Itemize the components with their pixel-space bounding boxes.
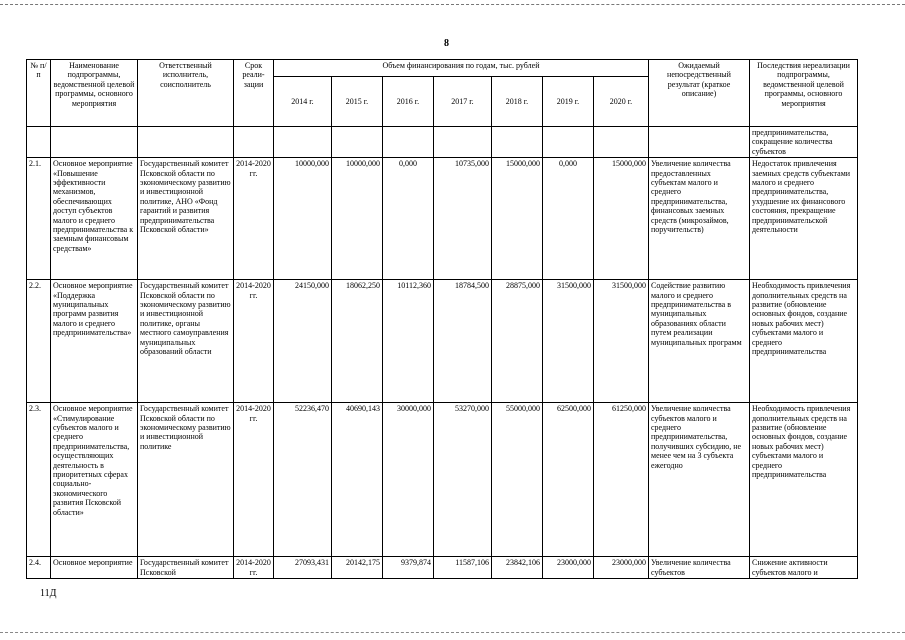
header-year: 2020 г. <box>594 77 649 127</box>
row-name: Основное мероприятие «Повышение эффективности механизмов, обеспечивающих доступ субъектов малого и среднего предпринимательства к заемным финансовым средствам» <box>51 158 138 280</box>
continuation-consequences: предпринимательства, сокращение количества субъектов <box>750 127 858 158</box>
row-value: 55000,000 <box>492 403 543 557</box>
document-code: 11Д <box>40 588 57 599</box>
row-num: 2.2. <box>27 280 51 403</box>
row-term: 2014-2020 гг. <box>234 403 274 557</box>
scan-edge-top <box>0 4 905 5</box>
header-year: 2015 г. <box>332 77 383 127</box>
row-value: 61250,000 <box>594 403 649 557</box>
row-value: 40690,143 <box>332 403 383 557</box>
scan-edge-bottom <box>0 632 905 633</box>
row-consequences: Необходимость привлечения дополнительных средств на развитие (обновление основных фондов, создание новых рабочих мест) субъектами малого и среднего предпринимательства <box>750 403 858 557</box>
row-value: 10000,000 <box>274 158 332 280</box>
row-name: Основное мероприятие <box>51 557 138 579</box>
row-consequences: Снижение активности субъектов малого и <box>750 557 858 579</box>
row-executor: Государственный комитет Псковской области по экономическому развитию и инвестиционной политике, органы местного самоуправления муниципальных образований области <box>138 280 234 403</box>
row-name: Основное мероприятие «Поддержка муниципальных программ развития малого и среднего предпринимательства» <box>51 280 138 403</box>
row-result: Увеличение количества субъектов малого и среднего предпринимательства, получивших субсидию, не менее чем на 3 субъекта ежегодно <box>649 403 750 557</box>
row-term: 2014-2020 гг. <box>234 158 274 280</box>
row-value: 52236,470 <box>274 403 332 557</box>
row-value: 10112,360 <box>383 280 434 403</box>
row-num: 2.1. <box>27 158 51 280</box>
header-funding: Объем финансирования по годам, тыс. рублей <box>274 60 649 77</box>
row-value: 18062,250 <box>332 280 383 403</box>
header-result: Ожидаемый непосредственный результат (краткое описание) <box>649 60 750 127</box>
row-term: 2014-2020 гг. <box>234 557 274 579</box>
header-year: 2014 г. <box>274 77 332 127</box>
header-executor: Ответственный исполнитель, соисполнитель <box>138 60 234 127</box>
row-consequences: Необходимость привлечения дополнительных средств на развитие (обновление основных фондов, создание новых рабочих мест) субъектами малого и среднего предпринимательства <box>750 280 858 403</box>
row-value: 0,000 <box>543 158 594 280</box>
row-value: 24150,000 <box>274 280 332 403</box>
row-value: 31500,000 <box>594 280 649 403</box>
table-row <box>27 280 858 403</box>
page-number: 8 <box>444 38 449 49</box>
table-row <box>27 557 858 579</box>
header-term: Срок реали-зации <box>234 60 274 127</box>
row-result: Содействие развитию малого и среднего предпринимательства в муниципальных образованиях области путем реализации муниципальных программ <box>649 280 750 403</box>
header-year: 2018 г. <box>492 77 543 127</box>
row-value: 9379,874 <box>383 557 434 579</box>
row-value: 53270,000 <box>434 403 492 557</box>
row-value: 31500,000 <box>543 280 594 403</box>
row-value: 30000,000 <box>383 403 434 557</box>
row-value: 18784,500 <box>434 280 492 403</box>
row-result: Увеличение количества субъектов <box>649 557 750 579</box>
header-num: № п/п <box>27 60 51 127</box>
row-name: Основное мероприятие «Стимулирование субъектов малого и среднего предпринимательства, осуществляющих деятельность в приоритетных сферах социально-экономического развития Псковской области» <box>51 403 138 557</box>
header-year: 2019 г. <box>543 77 594 127</box>
row-value: 0,000 <box>383 158 434 280</box>
table-row <box>27 403 858 557</box>
table-row <box>27 158 858 280</box>
header-year: 2016 г. <box>383 77 434 127</box>
row-value: 27093,431 <box>274 557 332 579</box>
table-row-continuation <box>27 127 858 158</box>
row-executor: Государственный комитет Псковской области по экономическому развитию и инвестиционной политике <box>138 403 234 557</box>
row-term: 2014-2020 гг. <box>234 280 274 403</box>
header-year: 2017 г. <box>434 77 492 127</box>
row-value: 15000,000 <box>594 158 649 280</box>
row-value: 23000,000 <box>594 557 649 579</box>
row-value: 10000,000 <box>332 158 383 280</box>
row-value: 62500,000 <box>543 403 594 557</box>
row-num: 2.3. <box>27 403 51 557</box>
row-result: Увеличение количества предоставленных субъектам малого и среднего предпринимательства, финансовых заемных средств (микрозаймов, поручительств) <box>649 158 750 280</box>
row-value: 28875,000 <box>492 280 543 403</box>
row-consequences: Недостаток привлечения заемных средств субъектами малого и среднего предпринимательства, ухудшение их финансового состояния, прекращение предпринимательской деятельности <box>750 158 858 280</box>
row-num: 2.4. <box>27 557 51 579</box>
row-executor: Государственный комитет Псковской области по экономическому развитию и инвестиционной политике, АНО «Фонд гарантий и развития предпринимательства Псковской области» <box>138 158 234 280</box>
row-value: 11587,106 <box>434 557 492 579</box>
row-value: 10735,000 <box>434 158 492 280</box>
row-value: 20142,175 <box>332 557 383 579</box>
program-table <box>26 59 858 579</box>
row-executor: Государственный комитет Псковской <box>138 557 234 579</box>
header-consequences: Последствия нереализации подпрограммы, ведомственной целевой программы, основного мероприятия <box>750 60 858 127</box>
row-value: 15000,000 <box>492 158 543 280</box>
row-value: 23842,106 <box>492 557 543 579</box>
header-name: Наименование подпрограммы, ведомственной целевой программы, основного мероприятия <box>51 60 138 127</box>
row-value: 23000,000 <box>543 557 594 579</box>
